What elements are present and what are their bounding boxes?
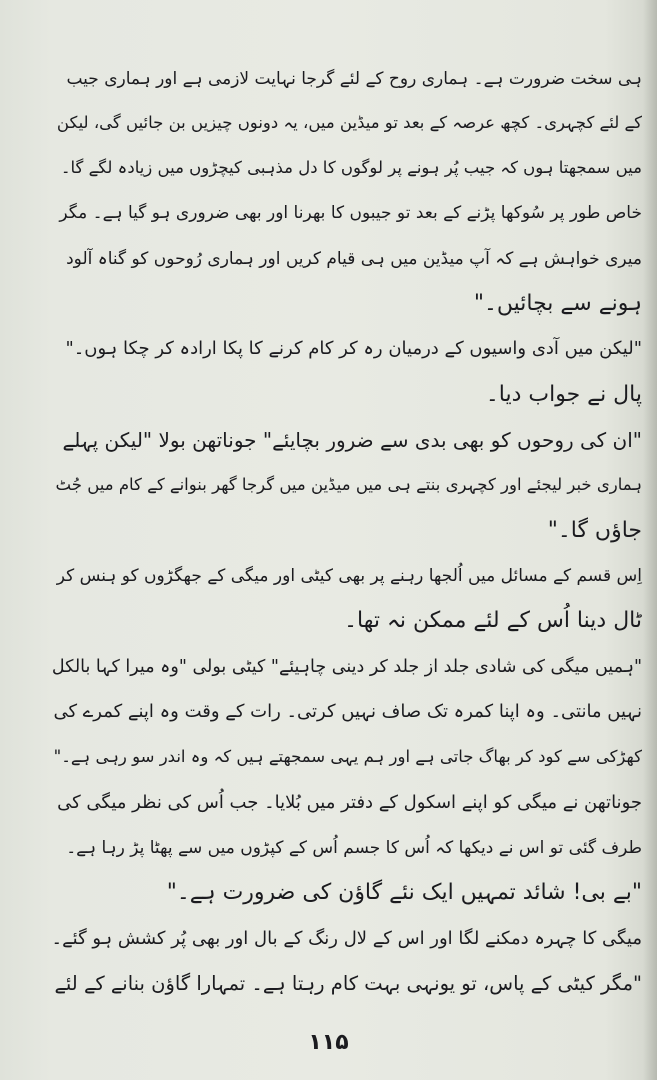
text-line: جوناتھن نے میگی کو اپنے اسکول کے دفتر میں بُلایا۔ جب اُس کی نظر میگی کی bbox=[57, 792, 642, 813]
text-line: "ہمیں میگی کی شادی جلد از جلد کر دینی چاہیئے" کیٹی بولی "وہ میرا کہا بالکل bbox=[51, 657, 642, 677]
text-line: ہی سخت ضرورت ہے۔ ہماری روح کے لئے گرجا نہایت لازمی ہے اور ہماری جیب bbox=[66, 69, 642, 89]
text-line: میری خواہش ہے کہ آپ میڈین میں ہی قیام کریں اور ہماری رُوحوں کو گناہ آلود bbox=[66, 249, 642, 269]
text-line: اِس قسم کے مسائل میں اُلجھا رہنے پر بھی کیٹی اور میگی کے جھگڑوں کو ہنس کر bbox=[56, 566, 642, 586]
text-line: طرف گئی تو اس نے دیکھا کہ اُس کا جسم اُس کے کپڑوں میں سے پھٹا پڑ رہا ہے۔ bbox=[66, 838, 642, 858]
page-number: ۱۱۵ bbox=[308, 1030, 349, 1055]
text-line: پال نے جواب دیا۔ bbox=[485, 382, 642, 407]
text-line: کھڑکی سے کود کر بھاگ جاتی ہے اور ہم یہی سمجھتے ہیں کہ وہ اندر سو رہی ہے۔" bbox=[53, 747, 642, 766]
text-line: جاؤں گا۔" bbox=[547, 518, 642, 543]
text-line: ہونے سے بچائیں۔" bbox=[473, 291, 642, 316]
text-line: ہماری خبر لیجئے اور کچہری بنتے ہی میں میڈین میں گرجا گھر بنوانے کے کام میں جُٹ bbox=[55, 475, 642, 494]
text-line: خاص طور پر سُوکھا پڑنے کے بعد تو جیبوں کا بھرنا اور بھی ضروری ہو گیا ہے۔ مگر bbox=[59, 203, 642, 223]
text-line: میں سمجھتا ہوں کہ جیب پُر ہونے پر لوگوں کا دل مذہبی کیچڑوں میں زیادہ لگے گا۔ bbox=[60, 158, 642, 177]
text-line: "بے بی! شائد تمہیں ایک نئے گاؤن کی ضرورت ہے۔" bbox=[166, 880, 642, 905]
text-line: میگی کا چہرہ دمکنے لگا اور اس کے لال رنگ کے بال اور بھی پُر کشش ہو گئے۔ bbox=[51, 928, 642, 949]
text-line: نہیں مانتی۔ وہ اپنا کمرہ تک صاف نہیں کرتی۔ رات کے وقت وہ اپنے کمرے کی bbox=[53, 701, 642, 722]
text-line: کے لئے کچہری۔ کچھ عرصہ کے بعد تو میڈین میں، یہ دونوں چیزیں بن جائیں گی، لیکن bbox=[56, 113, 642, 132]
text-line: "مگر کیٹی کے پاس، تو یونہی بہت کام رہتا ہے۔ تمہارا گاؤن بنانے کے لئے bbox=[54, 972, 642, 995]
text-line: ٹال دینا اُس کے لئے ممکن نہ تھا۔ bbox=[344, 608, 642, 633]
text-line: "ان کی روحوں کو بھی بدی سے ضرور بچایئے" جوناتھن بولا "لیکن پہلے bbox=[62, 428, 642, 452]
text-line: "لیکن میں آدی واسیوں کے درمیان رہ کر کام کرنے کا پکا ارادہ کر چکا ہوں۔" bbox=[65, 338, 642, 359]
